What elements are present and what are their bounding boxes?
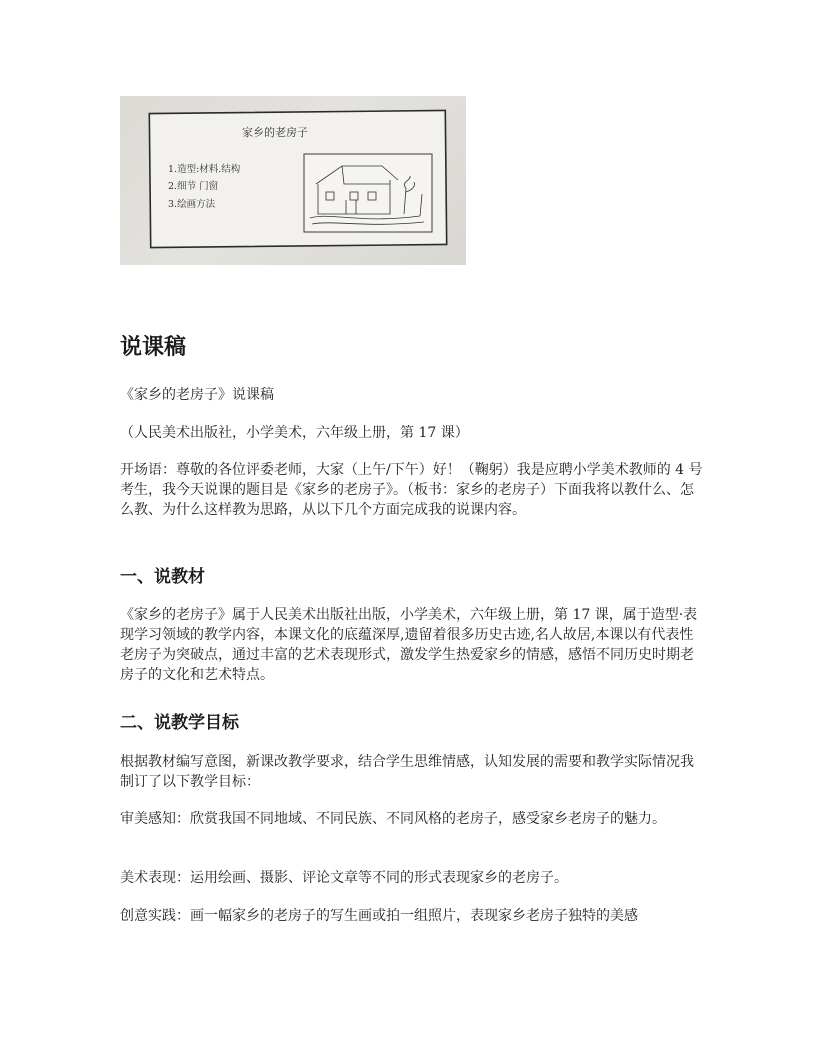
objectives-intro: 根据教材编写意图，新课改教学要求，结合学生思维情感，认知发展的需要和教学实际情况我制订了以下教学目标： [120,754,694,790]
textbook-paragraph: 《家乡的老房子》属于人民美术出版社出版，小学美术，六年级上册，第 17 课，属于造型·表现学习领域的教学内容，本课文化的底蕴深厚,遗留着很多历史古迹,名人故居,本课以有代表性老房子为突破点，通过丰富的艺术表现形式，激发学生热爱家乡的情感，感悟不同历史时期老房子的文化和艺术特点。 [120,607,698,683]
section-heading-objectives: 二、说教学目标 [120,713,239,733]
goal-art-expression: 美术表现：运用绘画、摄影、评论文章等不同的形式表现家乡的老房子。 [120,870,568,886]
blackboard-sketch-photo [120,96,466,265]
sketch-illustration [120,96,466,265]
sketch-title: 家乡的老房子 [242,126,308,139]
sketch-item-3: 3.绘画方法 [168,199,216,210]
lesson-subtitle: 《家乡的老房子》说课稿 [120,387,274,403]
sketch-item-1: 1.造型:材料.结构 [168,164,241,175]
document-title: 说课稿 [120,335,187,360]
goal-aesthetic-perception: 审美感知：欣赏我国不同地域、不同民族、不同风格的老房子，感受家乡老房子的魅力。 [120,811,666,827]
publisher-info: （人民美术出版社，小学美术，六年级上册，第 17 课） [120,425,469,441]
goal-creative-practice: 创意实践：画一幅家乡的老房子的写生画或拍一组照片，表现家乡老房子独特的美感 [120,908,638,924]
section-heading-textbook: 一、说教材 [120,567,205,587]
opening-paragraph: 开场语：尊敬的各位评委老师，大家（上午/下午）好！（鞠躬）我是应聘小学美术教师的 4 号考生，我今天说课的题目是《家乡的老房子》。（板书：家乡的老房子）下面我将以教什么、怎么教、为什么这样教为思路，从以下几个方面完成我的说课内容。 [120,462,703,518]
sketch-item-2: 2.细节 门窗 [168,181,219,192]
